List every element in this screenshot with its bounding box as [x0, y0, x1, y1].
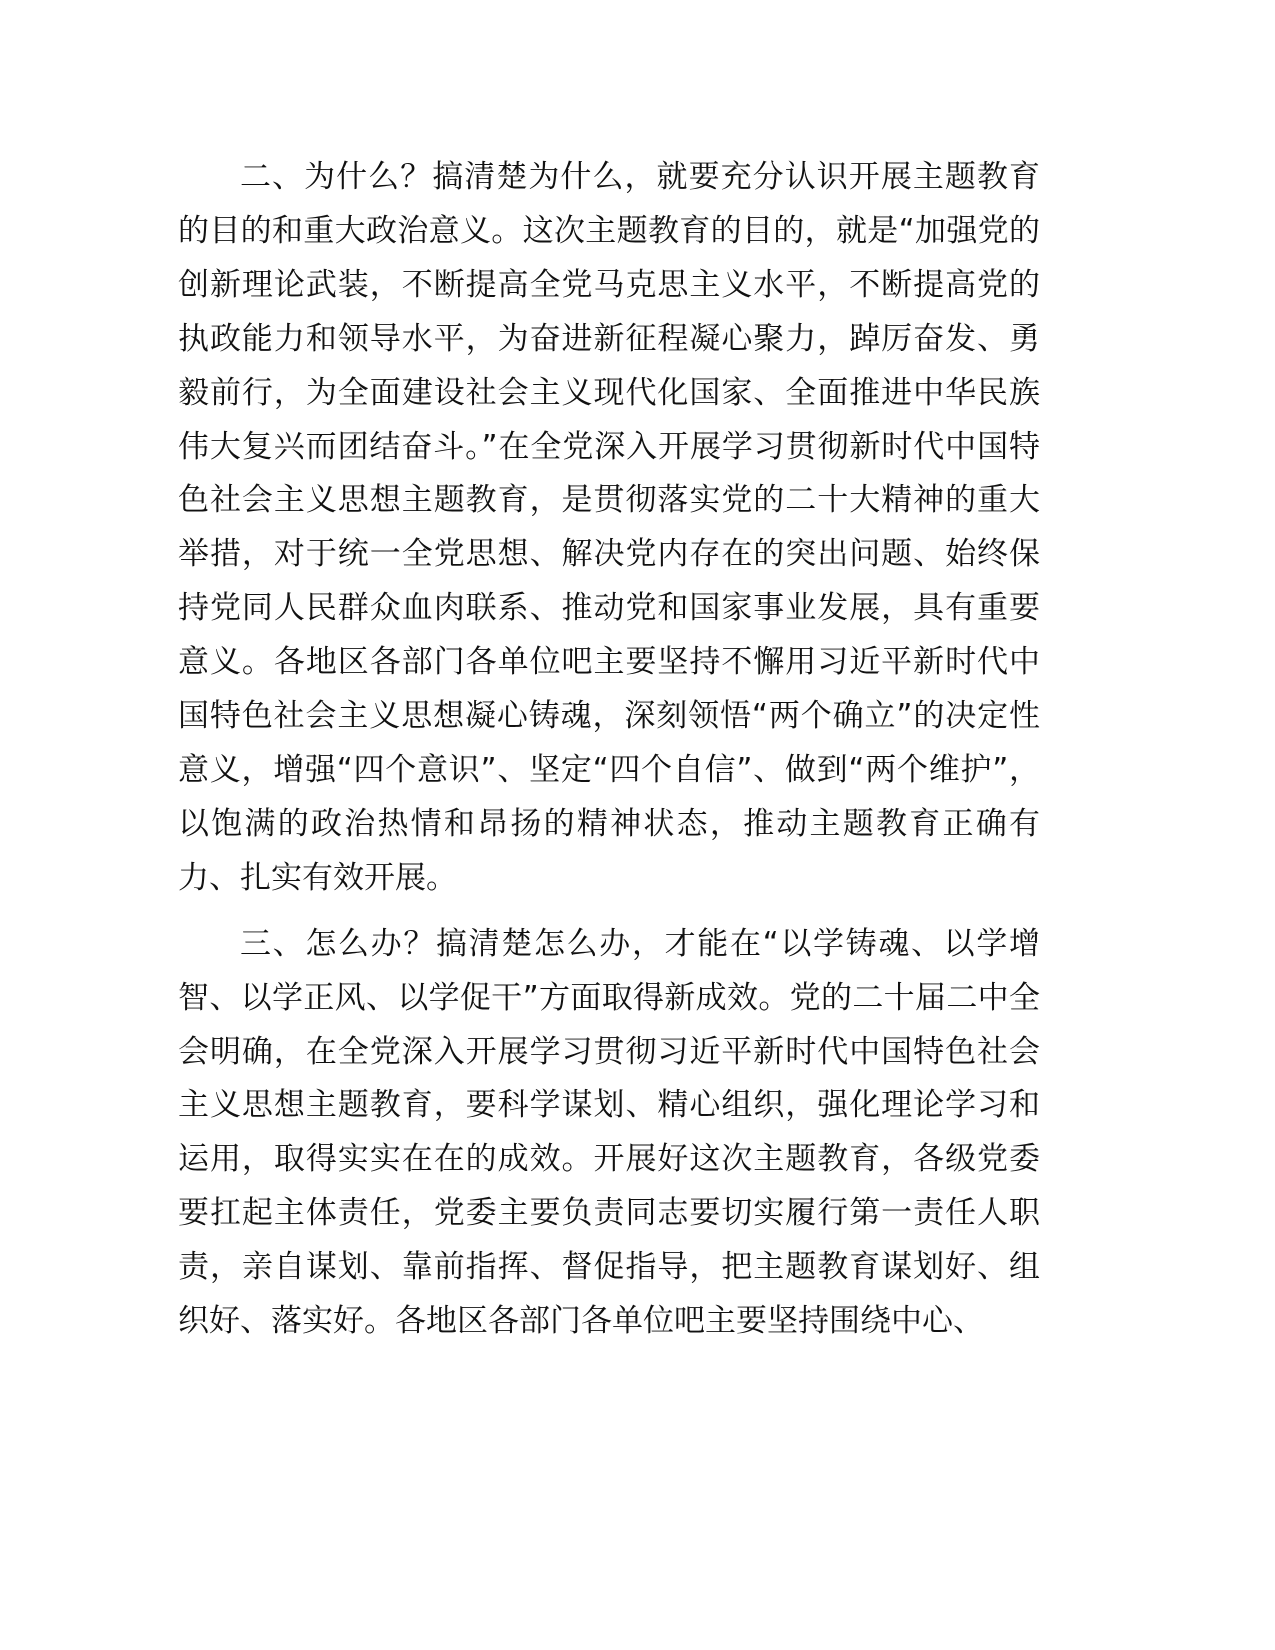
document-body: [178, 151, 1040, 1349]
paragraph-why: 二、为什么？搞清楚为什么，就要充分认识开展主题教育的目的和重大政治意义。这次主题教育的目的，就是“加强党的创新理论武装，不断提高全党马克思主义水平，不断提高党的执政能力和领导水平，为奋进新征程凝心聚力，踔厉奋发、勇毅前行，为全面建设社会主义现代化国家、全面推进中华民族伟大复兴而团结奋斗。”在全党深入开展学习贯彻新时代中国特色社会主义思想主题教育，是贯彻落实党的二十大精神的重大举措，对于统一全党思想、解决党内存在的突出问题、始终保持党同人民群众血肉联系、推动党和国家事业发展，具有重要意义。各地区各部门各单位吧主要坚持不懈用习近平新时代中国特色社会主义思想凝心铸魂，深刻领悟“两个确立”的决定性意义，增强“四个意识”、坚定“四个自信”、做到“两个维护”，以饱满的政治热情和昂扬的精神状态，推动主题教育正确有力、扎实有效开展。: [178, 159, 1040, 896]
paragraph-how: 三、怎么办？搞清楚怎么办，才能在“以学铸魂、以学增智、以学正风、以学促干”方面取得新成效。党的二十届二中全会明确，在全党深入开展学习贯彻习近平新时代中国特色社会主义思想主题教育，要科学谋划、精心组织，强化理论学习和运用，取得实实在在的成效。开展好这次主题教育，各级党委要扛起主体责任，党委主要负责同志要切实履行第一责任人职责，亲自谋划、靠前指挥、督促指导，把主题教育谋划好、组织好、落实好。各地区各部门各单位吧主要坚持围绕中心、: [178, 925, 1040, 1340]
